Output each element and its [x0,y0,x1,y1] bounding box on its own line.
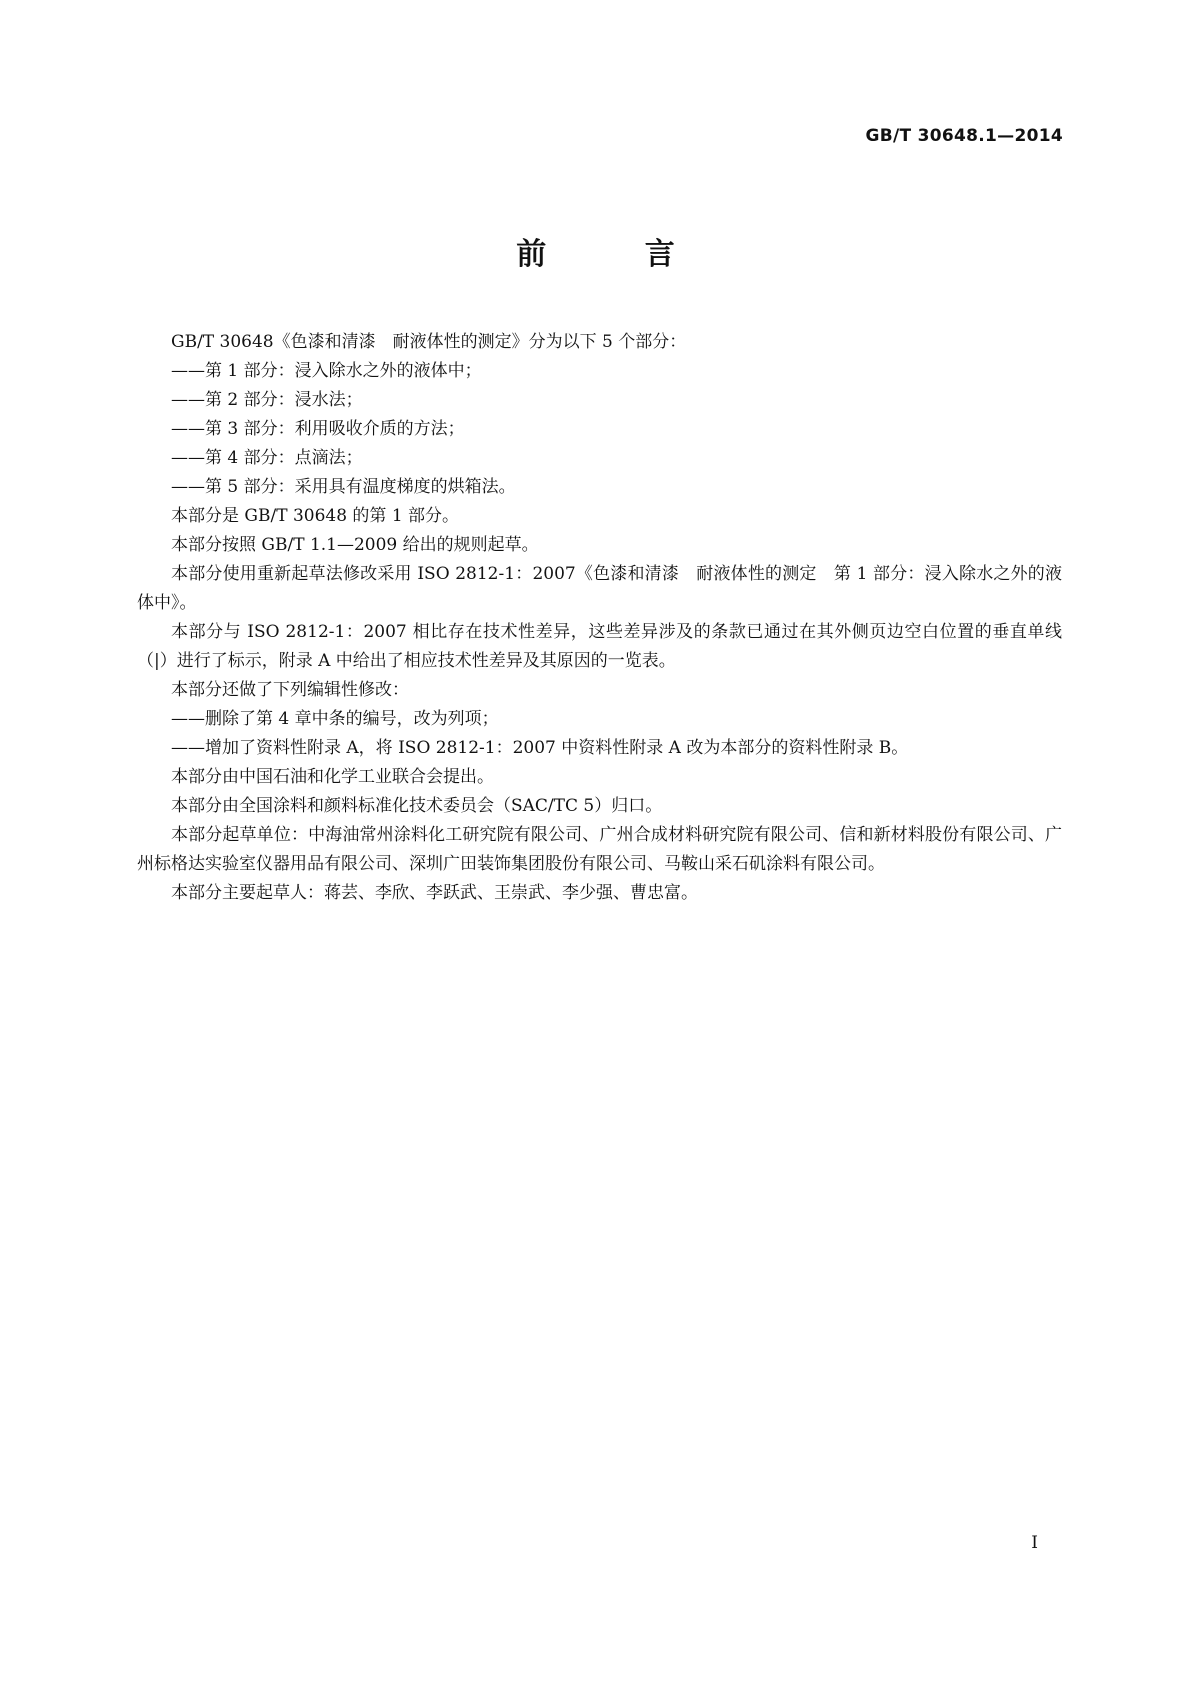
paragraph-series-intro: GB/T 30648《色漆和清漆 耐液体性的测定》分为以下 5 个部分： [171,332,687,352]
paragraph-drafting-units: 本部分起草单位：中海油常州涂料化工研究院有限公司、广州合成材料研究院有限公司、信和新材料股份有限公司、广州标格达实验室仪器用品有限公司、深圳广田装饰集团股份有限公司、马鞍山采石矶涂料有限公司。 [137,825,1062,874]
page-title: 前 言 [516,237,719,272]
paragraph-centralized-by: 本部分由全国涂料和颜料标准化技术委员会（SAC/TC 5）归口。 [171,796,663,816]
foreword-body [137,328,1062,908]
paragraph-adoption: 本部分使用重新起草法修改采用 ISO 2812-1：2007《色漆和清漆 耐液体性的测定 第 1 部分：浸入除水之外的液体中》。 [137,564,1062,613]
list-item-editorial-change-1: ——删除了第 4 章中条的编号，改为列项； [171,709,499,729]
list-item-part-2: ——第 2 部分：浸水法； [171,390,363,410]
list-item-part-3: ——第 3 部分：利用吸收介质的方法； [171,419,465,439]
list-item-part-4: ——第 4 部分：点滴法； [171,448,363,468]
paragraph-part-statement: 本部分是 GB/T 30648 的第 1 部分。 [171,506,460,526]
list-item-editorial-change-2: ——增加了资料性附录 A，将 ISO 2812-1：2007 中资料性附录 A 改为本部分的资料性附录 B。 [171,738,909,758]
list-item-part-5: ——第 5 部分：采用具有温度梯度的烘箱法。 [171,477,516,497]
paragraph-drafting-rules: 本部分按照 GB/T 1.1—2009 给出的规则起草。 [171,535,539,555]
page-number: I [1031,1533,1038,1553]
list-item-part-1: ——第 1 部分：浸入除水之外的液体中； [171,361,482,381]
paragraph-editorial-changes: 本部分还做了下列编辑性修改： [171,680,409,700]
standard-code: GB/T 30648.1—2014 [865,126,1063,146]
paragraph-drafters: 本部分主要起草人：蒋芸、李欣、李跃武、王崇武、李少强、曹忠富。 [171,883,698,903]
paragraph-proposed-by: 本部分由中国石油和化学工业联合会提出。 [171,767,494,787]
paragraph-technical-differences: 本部分与 ISO 2812-1：2007 相比存在技术性差异，这些差异涉及的条款已通过在其外侧页边空白位置的垂直单线（|）进行了标示，附录 A 中给出了相应技术性差异及其原因的一览表。 [137,622,1062,671]
